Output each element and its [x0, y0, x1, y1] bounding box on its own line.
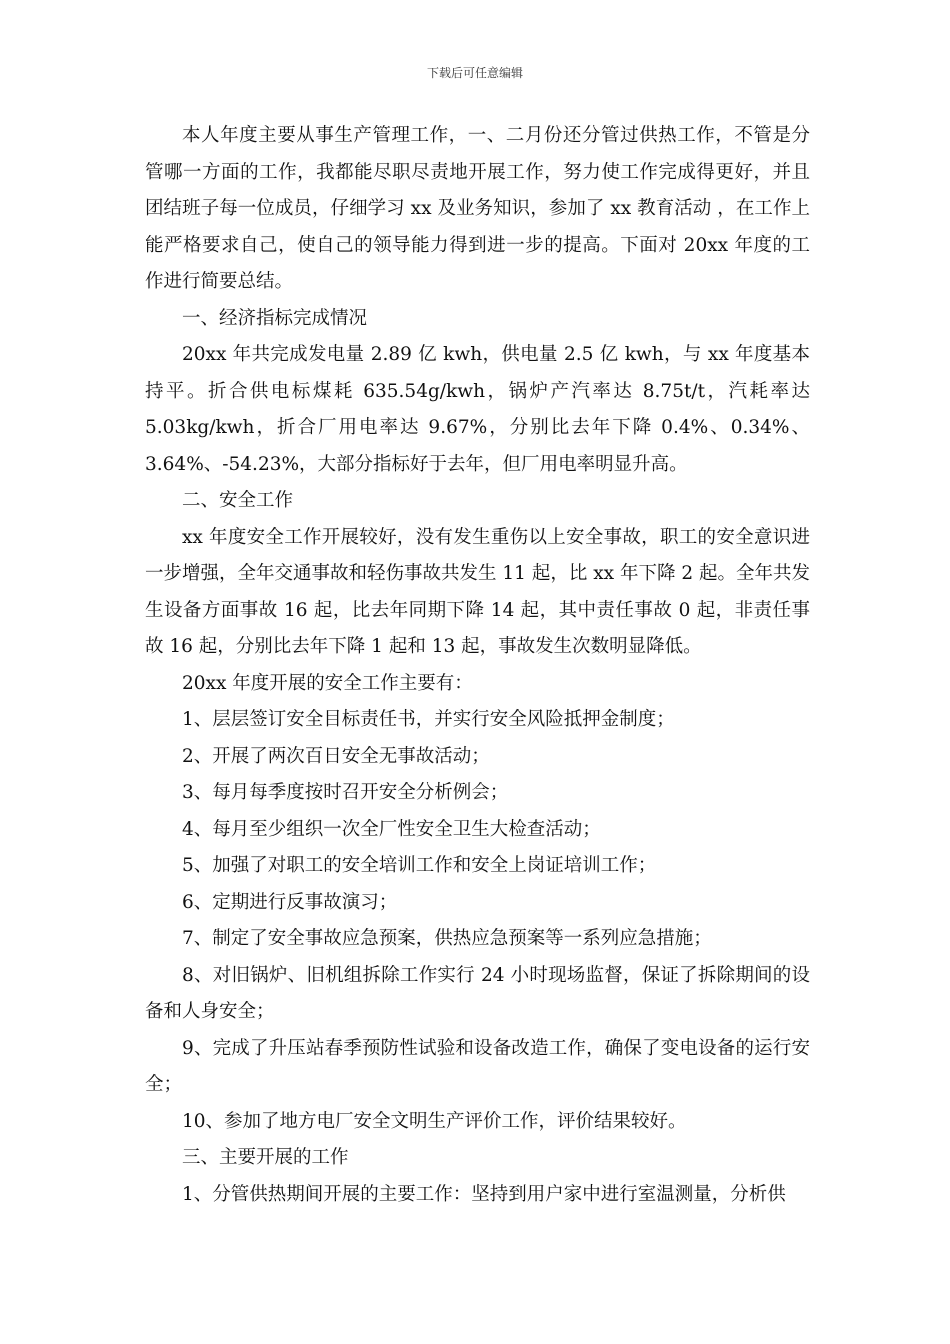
- main-work-paragraph: 1、分管供热期间开展的主要工作：坚持到用户家中进行室温测量，分析供: [182, 1183, 786, 1205]
- document-body: [145, 118, 810, 1213]
- safety-paragraph: xx 年度安全工作开展较好，没有发生重伤以上安全事故，职工的安全意识进一步增强，全年交通事故和轻伤事故共发生 11 起，比 xx 年下降 2 起。全年共发生设备方面事故 16 起，比去年同期下降 14 起，其中责任事故 0 起，非责任事故 16 起，分别比去年下降 1 起和 13 起，事故发生次数明显降低。: [145, 526, 810, 657]
- section-heading-main-work: 三、主要开展的工作: [182, 1147, 349, 1168]
- section-heading-economic: 一、经济指标完成情况: [182, 307, 368, 329]
- list-item: 8、对旧锅炉、旧机组拆除工作实行 24 小时现场监督，保证了拆除期间的设备和人身安全；: [145, 964, 810, 1022]
- list-item: 4、每月至少组织一次全厂性安全卫生大检查活动；: [182, 818, 601, 840]
- list-item: 10、参加了地方电厂安全文明生产评价工作，评价结果较好。: [182, 1110, 687, 1132]
- list-item: 2、开展了两次百日安全无事故活动；: [182, 745, 490, 767]
- intro-paragraph: 本人年度主要从事生产管理工作，一、二月份还分管过供热工作，不管是分管哪一方面的工作，我都能尽职尽责地开展工作，努力使工作完成得更好，并且团结班子每一位成员，仔细学习 xx 及业务知识，参加了 xx 教育活动 ，在工作上能严格要求自己，使自己的领导能力得到进一步的提高。下面对 20xx 年度的工作进行简要总结。: [145, 125, 810, 292]
- list-item: 7、制定了安全事故应急预案，供热应急预案等一系列应急措施；: [182, 928, 712, 949]
- economic-paragraph: 20xx 年共完成发电量 2.89 亿 kwh，供电量 2.5 亿 kwh，与 xx 年度基本持平。折合供电标煤耗 635.54g/kwh，锅炉产汽率达 8.75t/t，汽耗率达 5.03kg/kwh，折合厂用电率达 9.67%，分别比去年下降 0.4%、0.34%、3.64%、-54.23%，大部分指标好于去年，但厂用电率明显升高。: [145, 344, 810, 475]
- list-item: 1、层层签订安全目标责任书，并实行安全风险抵押金制度；: [182, 709, 675, 730]
- page-header: 下载后可任意编辑: [426, 66, 523, 80]
- section-heading-safety: 二、安全工作: [182, 490, 294, 511]
- list-item: 6、定期进行反事故演习；: [182, 891, 398, 913]
- list-item: 9、完成了升压站春季预防性试验和设备改造工作，确保了变电设备的运行安全；: [145, 1037, 810, 1095]
- list-item: 5、加强了对职工的安全培训工作和安全上岗证培训工作；: [182, 855, 657, 876]
- safety-list-intro: 20xx 年度开展的安全工作主要有：: [182, 672, 473, 694]
- list-item: 3、每月每季度按时召开安全分析例会；: [182, 782, 509, 803]
